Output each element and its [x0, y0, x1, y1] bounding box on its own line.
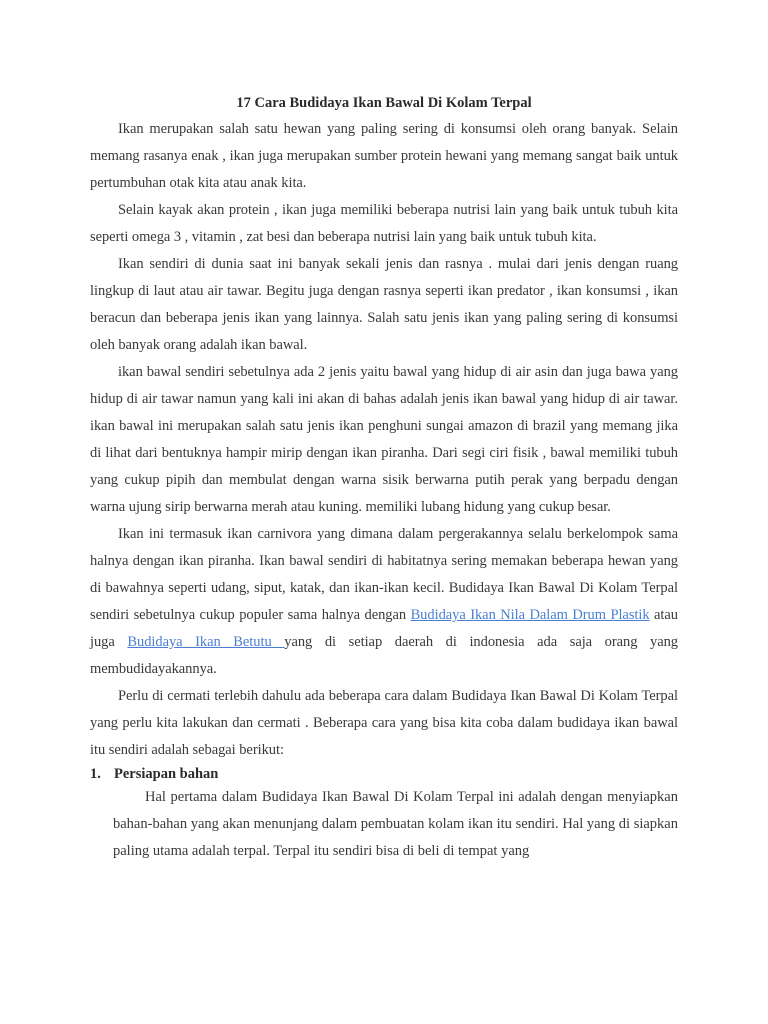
link-budidaya-ikan-nila[interactable]: Budidaya Ikan Nila Dalam Drum Plastik — [410, 607, 650, 623]
list-item-number: 1. — [90, 766, 101, 782]
paragraph-6: Perlu di cermati terlebih dahulu ada beberapa cara dalam Budidaya Ikan Bawal Di Kolam Terpal yang perlu kita lakukan dan cermati . Beberapa cara yang bisa kita coba dalam budidaya ikan bawal itu sendiri adalah sebagai berikut: — [90, 688, 678, 758]
list-item-heading — [90, 764, 678, 784]
link-budidaya-ikan-betutu[interactable]: Budidaya Ikan Betutu — [127, 634, 285, 650]
list-item-heading-text: Persiapan bahan — [114, 766, 219, 782]
steps-list — [90, 764, 678, 865]
paragraph-4: ikan bawal sendiri sebetulnya ada 2 jenis yaitu bawal yang hidup di air asin dan juga bawa yang hidup di air tawar namun yang kali ini akan di bahas adalah jenis ikan bawal yang hidup di air tawar. ikan bawal ini merupakan salah satu jenis ikan penghuni sungai amazon di brazil yang memang jika di lihat dari bentuknya hampir mirip dengan ikan piranha. Dari segi ciri fisik , bawal memiliki tubuh yang cukup pipih dan membulat dengan warna sisik berwarna putih perak yang berpadu dengan warna ujung sirip berwarna merah atau kuning. memiliki lubang hidung yang cukup besar. — [90, 364, 678, 515]
list-item — [90, 764, 678, 865]
list-item-text: Hal pertama dalam Budidaya Ikan Bawal Di Kolam Terpal ini adalah dengan menyiapkan bahan-bahan yang akan menunjang dalam pembuatan kolam ikan itu sendiri. Hal yang di siapkan paling utama adalah terpal. Terpal itu sendiri bisa di beli di tempat yang — [113, 789, 678, 859]
paragraph-5-text-a: Ikan ini termasuk ikan carnivora yang dimana dalam pergerakannya selalu berkelompok sama halnya dengan ikan piranha. Ikan bawal sendiri di habitatnya sering memakan beberapa hewan yang di bawahnya seperti udang, siput, katak, dan ikan-ikan kecil. Budidaya Ikan Bawal Di Kolam Terpal sendiri sebetulnya cukup populer sama halnya dengan — [90, 526, 678, 623]
document-title: 17 Cara Budidaya Ikan Bawal Di Kolam Terpal — [236, 95, 532, 111]
paragraph-1: Ikan merupakan salah satu hewan yang paling sering di konsumsi oleh orang banyak. Selain memang rasanya enak , ikan juga merupakan sumber protein hewani yang memang sangat baik untuk pertumbuhan otak kita atau anak kita. — [90, 121, 678, 191]
paragraph-5-text-c: yang di setiap daerah di indonesia ada saja orang yang membudidayakannya. — [90, 634, 679, 677]
paragraph-2: Selain kayak akan protein , ikan juga memiliki beberapa nutrisi lain yang baik untuk tubuh kita seperti omega 3 , vitamin , zat besi dan beberapa nutrisi lain yang baik untuk tubuh kita. — [90, 202, 678, 245]
paragraph-5-text-b: atau juga — [90, 607, 678, 650]
paragraph-5 — [90, 521, 678, 683]
paragraph-3: Ikan sendiri di dunia saat ini banyak sekali jenis dan rasnya . mulai dari jenis dengan ruang lingkup di laut atau air tawar. Begitu juga dengan rasnya seperti ikan predator , ikan konsumsi , ikan beracun dan beberapa jenis ikan yang lainnya. Salah satu jenis ikan yang paling sering di konsumsi oleh banyak orang adalah ikan bawal. — [90, 256, 678, 353]
